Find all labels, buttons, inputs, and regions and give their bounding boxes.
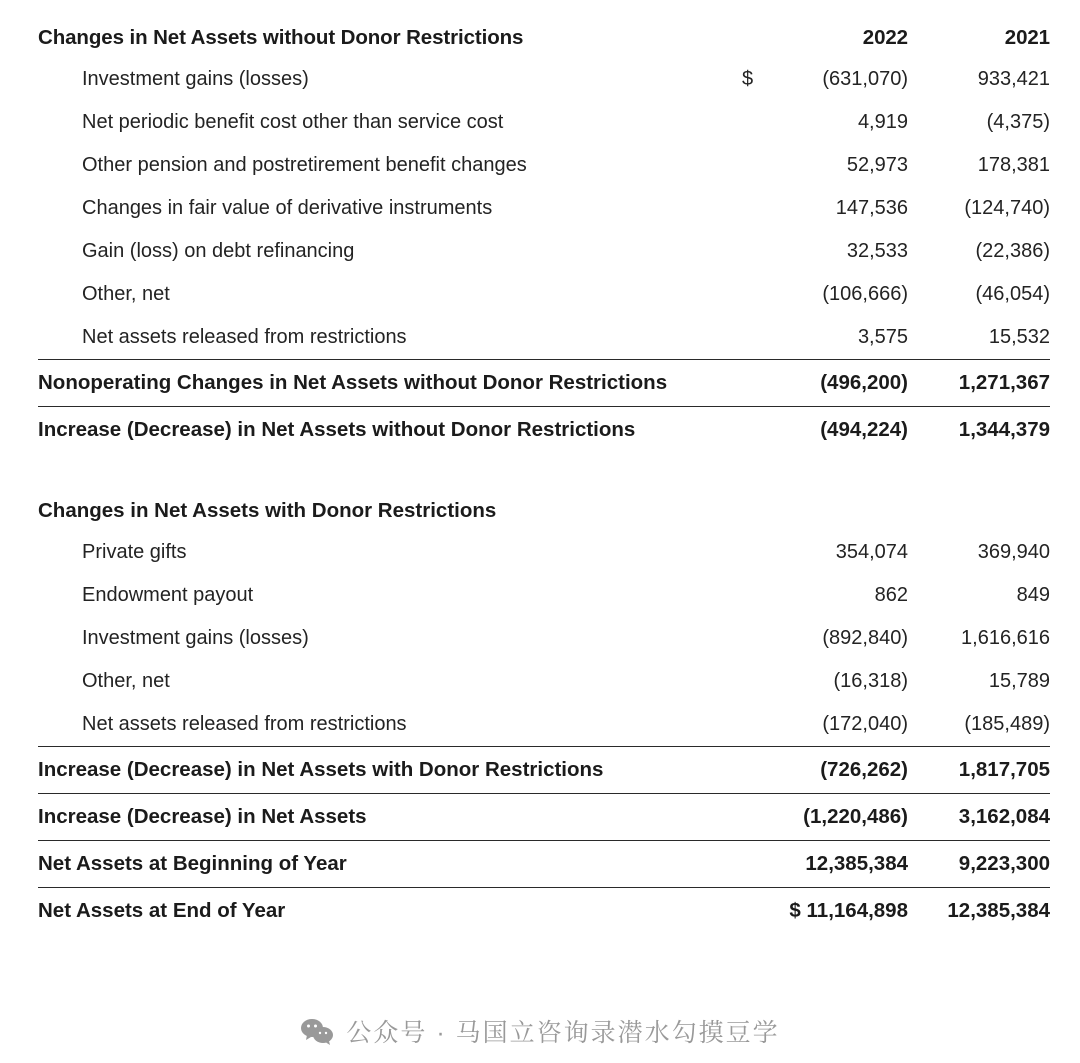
row-label: Other pension and postretirement benefit changes [82, 154, 527, 176]
total-value-2021: 3,162,084 [908, 794, 1050, 841]
total-value-2021: 1,817,705 [908, 747, 1050, 794]
table-row [38, 531, 1050, 574]
currency-symbol [738, 230, 766, 273]
value-2022: 354,074 [835, 541, 908, 563]
currency-symbol [738, 574, 766, 617]
total-row [38, 888, 1050, 935]
table-row [38, 144, 1050, 187]
total-label: Net Assets at Beginning of Year [38, 841, 766, 888]
table-row [38, 101, 1050, 144]
value-2022: (172,040) [822, 713, 908, 735]
total-row [38, 407, 1050, 454]
row-label: Changes in fair value of derivative instruments [82, 197, 493, 219]
value-2022: (106,666) [822, 283, 908, 305]
value-2021: 369,940 [977, 541, 1050, 563]
total-value-2021: 12,385,384 [908, 888, 1050, 935]
total-value-2022: $ 11,164,898 [766, 888, 908, 935]
total-value-2022: (726,262) [766, 747, 908, 794]
currency-symbol [738, 617, 766, 660]
table-row [38, 230, 1050, 273]
total-row [38, 841, 1050, 888]
spacer-cell [738, 22, 766, 58]
row-label: Net assets released from restrictions [82, 326, 407, 348]
total-label: Increase (Decrease) in Net Assets with Donor Restrictions [38, 747, 766, 794]
currency-symbol [738, 144, 766, 187]
table-row [38, 574, 1050, 617]
total-row [38, 360, 1050, 407]
table-row [38, 273, 1050, 316]
wechat-icon [300, 1017, 334, 1045]
total-value-2022: (496,200) [766, 360, 908, 407]
table-row [38, 703, 1050, 747]
total-label: Increase (Decrease) in Net Assets without Donor Restrictions [38, 407, 766, 454]
total-label: Nonoperating Changes in Net Assets without Donor Restrictions [38, 360, 766, 407]
section-title: Changes in Net Assets without Donor Restrictions [38, 26, 524, 49]
value-2021: (46,054) [975, 283, 1050, 305]
row-label: Other, net [82, 283, 170, 305]
total-value-2022: (1,220,486) [766, 794, 908, 841]
total-label: Net Assets at End of Year [38, 888, 766, 935]
table-row [38, 187, 1050, 230]
table-row [38, 660, 1050, 703]
currency-symbol [738, 273, 766, 316]
value-2021: 15,789 [988, 670, 1050, 692]
total-value-2021: 1,344,379 [908, 407, 1050, 454]
column-header-2021: 2021 [1004, 26, 1050, 49]
currency-symbol: $ [742, 68, 754, 90]
section-spacer [38, 453, 1050, 493]
value-2022: (631,070) [822, 68, 908, 90]
row-label: Other, net [82, 670, 170, 692]
column-header-2022: 2022 [862, 26, 908, 49]
total-value-2022: 12,385,384 [766, 841, 908, 888]
total-row [38, 747, 1050, 794]
currency-symbol [738, 531, 766, 574]
table-row [38, 617, 1050, 660]
table-row [38, 58, 1050, 101]
value-2022: (892,840) [822, 627, 908, 649]
currency-symbol [738, 101, 766, 144]
row-label: Investment gains (losses) [82, 68, 309, 90]
total-row [38, 794, 1050, 841]
value-2022: 52,973 [846, 154, 908, 176]
section-title: Changes in Net Assets with Donor Restrictions [38, 499, 497, 522]
row-label: Endowment payout [82, 584, 254, 606]
value-2021: 849 [1016, 584, 1050, 606]
value-2022: (16,318) [833, 670, 908, 692]
value-2022: 3,575 [857, 326, 908, 348]
total-value-2022: (494,224) [766, 407, 908, 454]
row-label: Private gifts [82, 541, 187, 563]
value-2021: (4,375) [986, 111, 1050, 133]
value-2021: 1,616,616 [961, 627, 1050, 649]
value-2021: 178,381 [977, 154, 1050, 176]
currency-symbol [738, 316, 766, 360]
section-header-with-donor-restrictions [38, 493, 1050, 531]
value-2022: 32,533 [846, 240, 908, 262]
watermark [0, 1013, 1080, 1049]
row-label: Net assets released from restrictions [82, 713, 407, 735]
total-value-2021: 9,223,300 [908, 841, 1050, 888]
table-row [38, 316, 1050, 360]
currency-symbol [738, 660, 766, 703]
value-2022: 4,919 [857, 111, 908, 133]
value-2021: (22,386) [975, 240, 1050, 262]
value-2022: 147,536 [835, 197, 908, 219]
row-label: Investment gains (losses) [82, 627, 309, 649]
section-header-without-donor-restrictions [38, 22, 1050, 58]
row-label: Net periodic benefit cost other than service cost [82, 111, 504, 133]
watermark-text: 公众号 · 马国立咨询录潜水勾摸豆学 [346, 1019, 780, 1047]
row-label: Gain (loss) on debt refinancing [82, 240, 355, 262]
currency-symbol [738, 187, 766, 230]
value-2021: (185,489) [964, 713, 1050, 735]
value-2021: 15,532 [988, 326, 1050, 348]
value-2021: (124,740) [964, 197, 1050, 219]
net-assets-table [38, 22, 1050, 934]
currency-symbol [738, 703, 766, 747]
total-value-2021: 1,271,367 [908, 360, 1050, 407]
total-label: Increase (Decrease) in Net Assets [38, 794, 766, 841]
value-2021: 933,421 [977, 68, 1050, 90]
value-2022: 862 [874, 584, 908, 606]
